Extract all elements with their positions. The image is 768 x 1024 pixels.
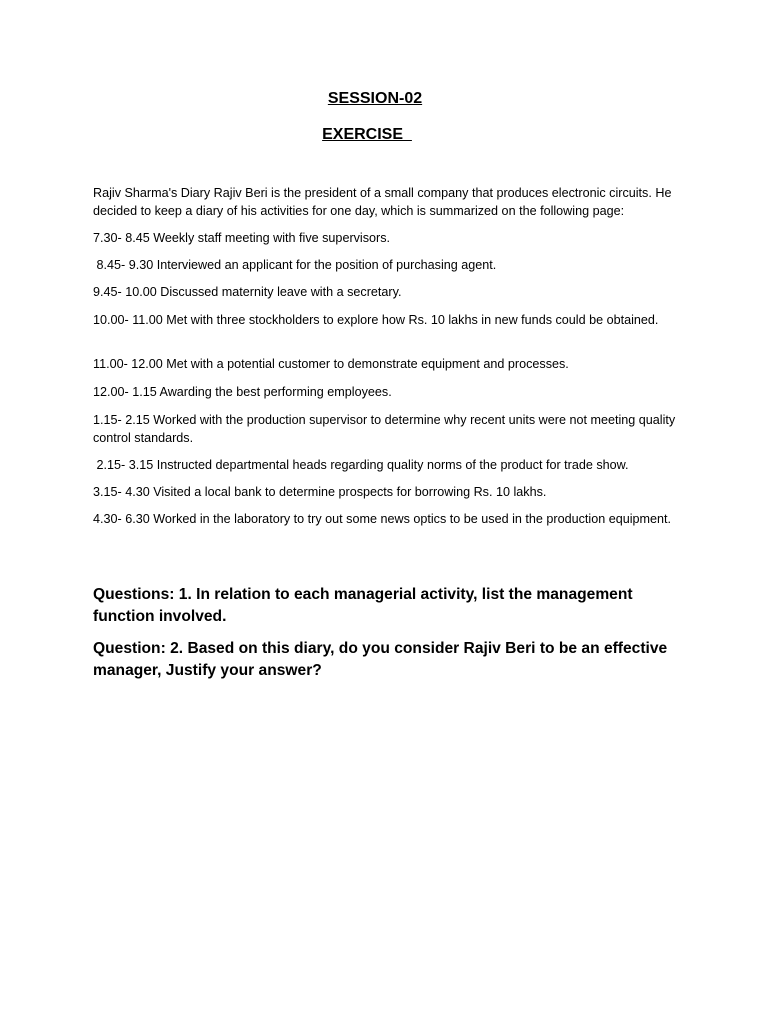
diary-entry: 2.15- 3.15 Instructed departmental heads regarding quality norms of the product for trade show. <box>93 458 629 472</box>
diary-entry: 11.00- 12.00 Met with a potential customer to demonstrate equipment and processes. <box>93 357 569 371</box>
diary-entry: 1.15- 2.15 Worked with the production supervisor to determine why recent units were not meeting quality control standards. <box>93 413 679 445</box>
diary-entry: 4.30- 6.30 Worked in the laboratory to try out some news optics to be used in the production equipment. <box>93 512 672 526</box>
diary-entry: 12.00- 1.15 Awarding the best performing employees. <box>93 385 392 399</box>
session-title: SESSION-02 <box>327 90 423 107</box>
diary-entry: 10.00- 11.00 Met with three stockholders to explore how Rs. 10 lakhs in new funds could be obtained. <box>93 313 659 327</box>
question-1: Questions: 1. In relation to each managerial activity, list the management function involved. <box>93 586 633 625</box>
diary-entry: 3.15- 4.30 Visited a local bank to determine prospects for borrowing Rs. 10 lakhs. <box>93 485 547 499</box>
diary-entry: 8.45- 9.30 Interviewed an applicant for the position of purchasing agent. <box>93 258 497 272</box>
diary-entry: 9.45- 10.00 Discussed maternity leave with a secretary. <box>93 285 402 299</box>
diary-entry: 7.30- 8.45 Weekly staff meeting with five supervisors. <box>93 231 391 245</box>
question-2: Question: 2. Based on this diary, do you consider Rajiv Beri to be an effective manager, Justify your answer? <box>93 640 668 679</box>
intro-paragraph: Rajiv Sharma's Diary Rajiv Beri is the president of a small company that produces electronic circuits. He decided to keep a diary of his activities for one day, which is summarized on the following page: <box>93 186 672 218</box>
exercise-title: EXERCISE <box>322 126 412 143</box>
